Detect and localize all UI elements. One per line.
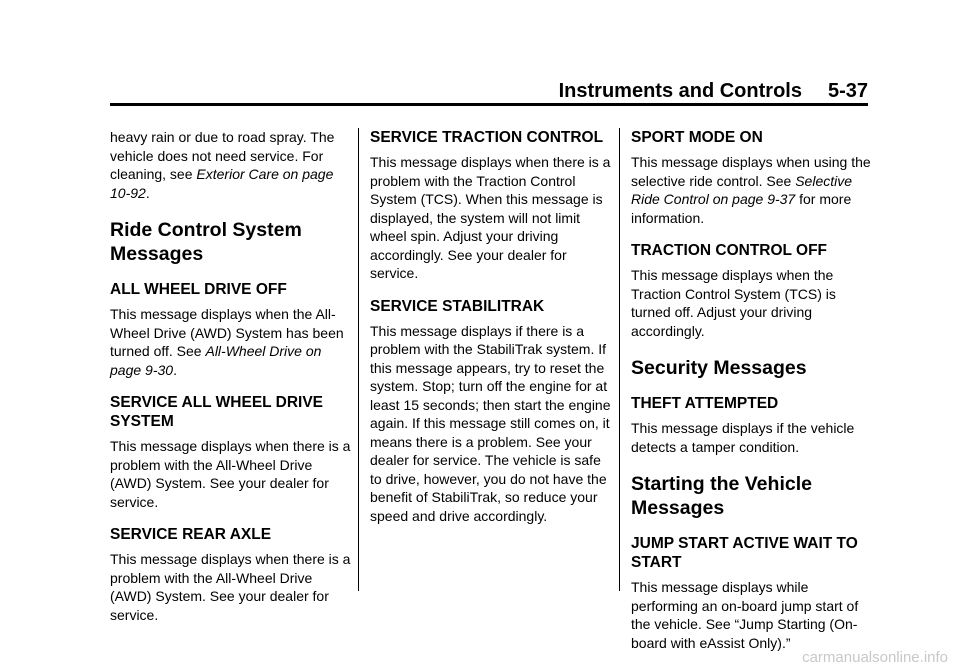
column-2 [370,128,612,525]
stabilitrak-paragraph: This message displays if there is a problem with the StabiliTrak system. If this message appears, try to reset the system. Stop; turn off the engine for at least 15 seconds; then start the engine again. If this message still comes on, it means there is a problem. See your dealer for service. The vehicle is safe to drive, however, you do not have the benefit of StabiliTrak, so reduce your speed and drive accordingly. [370,322,611,524]
column-1 [110,128,352,624]
rear-axle-heading: SERVICE REAR AXLE [110,526,272,543]
rear-axle-paragraph: This message displays when there is a problem with the All-Wheel Drive (AWD) System. See your dealer for service. [110,551,351,623]
service-awd-heading: SERVICE ALL WHEEL DRIVE SYSTEM [110,394,324,430]
sport-mode-heading: SPORT MODE ON [631,129,763,146]
column-divider-1 [358,128,359,591]
service-awd-paragraph: This message displays when there is a problem with the All-Wheel Drive (AWD) System. See your dealer for service. [110,438,351,510]
column-divider-2 [619,128,620,591]
service-traction-heading: SERVICE TRACTION CONTROL [370,129,604,146]
section-title: Instruments and Controls [558,80,802,102]
jump-start-heading: JUMP START ACTIVE WAIT TO START [631,535,858,571]
ride-control-heading: Ride Control System Messages [110,219,302,265]
awd-off-end: . [173,361,177,378]
watermark-text: carmanualsonline.info [802,649,948,666]
traction-off-paragraph: This message displays when the Traction Control System (TCS) is turned off. Adjust your driving accordingly. [631,267,836,339]
jump-start-paragraph: This message displays while performing an on-board jump start of the vehicle. See “Jump Starting (On-board with eAssist Only).” [631,579,859,651]
service-traction-paragraph: This message displays when there is a problem with the Traction Control System (TCS). When this message is displayed, the system will not limit wheel spin. Adjust your driving accordingly. See your dealer for service. [370,154,611,281]
column-3 [631,128,873,652]
page-header [559,80,868,103]
theft-paragraph: This message displays if the vehicle detects a tamper condition. [631,420,855,455]
page-number: 5-37 [827,80,868,102]
selective-ride-link[interactable]: Selective Ride Control on page 9-37 [631,172,853,207]
awd-off-text: This message displays when the All-Wheel Drive (AWD) System has been turned off. See [110,306,344,359]
header-rule [110,103,868,106]
intro-text: heavy rain or due to road spray. The vehicle does not need service. For cleaning, see [110,129,335,182]
intro-paragraph [110,128,352,202]
sport-mode-text: This message displays when using the selective ride control. See [631,154,871,189]
starting-heading: Starting the Vehicle Messages [631,473,812,519]
exterior-care-link[interactable]: Exterior Care on page 10-92 [110,166,334,201]
awd-off-paragraph [110,305,352,379]
security-heading: Security Messages [631,357,807,379]
intro-end: . [145,184,150,201]
traction-off-heading: TRACTION CONTROL OFF [631,242,828,259]
awd-off-heading: ALL WHEEL DRIVE OFF [110,281,287,298]
sport-mode-end: for more information. [631,191,852,226]
stabilitrak-heading: SERVICE STABILITRAK [370,297,545,315]
theft-heading: THEFT ATTEMPTED [631,395,779,412]
sport-mode-paragraph [631,153,873,227]
all-wheel-drive-link[interactable]: All-Wheel Drive on page 9-30 [110,343,322,378]
